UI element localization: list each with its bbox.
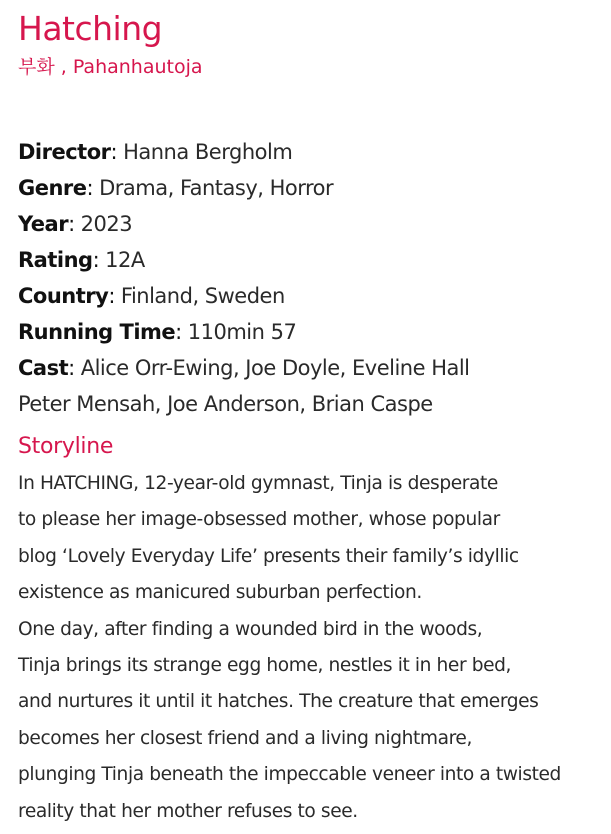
info-colon: : [92,248,100,272]
cast-continued: Peter Mensah, Joe Anderson, Brian Caspe [18,392,433,416]
storyline-line: and nurtures it until it hatches. The creature that emerges [18,691,539,713]
info-colon: : [108,284,115,308]
info-label: Director [18,140,111,164]
info-label: Year [18,212,69,236]
info-label: Running Time [18,320,176,344]
info-row-director [18,134,608,170]
movie-info [18,134,608,422]
storyline-line: blog ‘Lovely Everyday Life’ presents their family’s idyllic [18,545,519,567]
info-value: Alice Orr-Ewing, Joe Doyle, Eveline Hall [80,356,470,380]
info-label: Genre [18,176,87,200]
storyline-line: In HATCHING, 12-year-old gymnast, Tinja is desperate [18,473,498,494]
info-row-cast [18,350,608,386]
info-value: 2023 [80,212,133,236]
info-row-cast-continued [18,386,608,422]
movie-detail [18,8,608,830]
info-value: Finland, Sweden [120,284,285,308]
alternate-titles: 부화 , Pahanhautoja [18,56,203,78]
info-colon: : [68,212,75,236]
storyline-line: existence as manicured suburban perfection. [18,582,422,604]
storyline-line: to please her image-obsessed mother, whose popular [18,509,500,531]
storyline-heading: Storyline [18,434,114,459]
info-row-rating [18,242,608,278]
storyline-line: plunging Tinja beneath the impeccable veneer into a twisted [18,764,561,786]
info-row-genre [18,170,608,206]
storyline-line: One day, after finding a wounded bird in the woods, [18,618,483,640]
info-colon: : [175,320,182,344]
info-colon: : [86,176,94,200]
info-label: Rating [18,248,93,272]
info-colon: : [68,356,75,380]
info-row-year [18,206,608,242]
movie-title: Hatching [18,9,163,48]
info-value: Drama, Fantasy, Horror [99,176,334,200]
storyline-line: reality that her mother refuses to see. [18,800,358,822]
info-label: Cast [18,356,69,380]
info-value: 110min 57 [187,320,297,344]
storyline-text [18,466,608,830]
info-row-running-time [18,314,608,350]
info-label: Country [18,284,109,308]
storyline-line: becomes her closest friend and a living nightmare, [18,727,472,749]
info-value: 12A [105,248,145,272]
info-value: Hanna Bergholm [123,140,293,164]
info-colon: : [110,140,118,164]
info-row-country [18,278,608,314]
storyline-line: Tinja brings its strange egg home, nestles it in her bed, [18,655,512,677]
